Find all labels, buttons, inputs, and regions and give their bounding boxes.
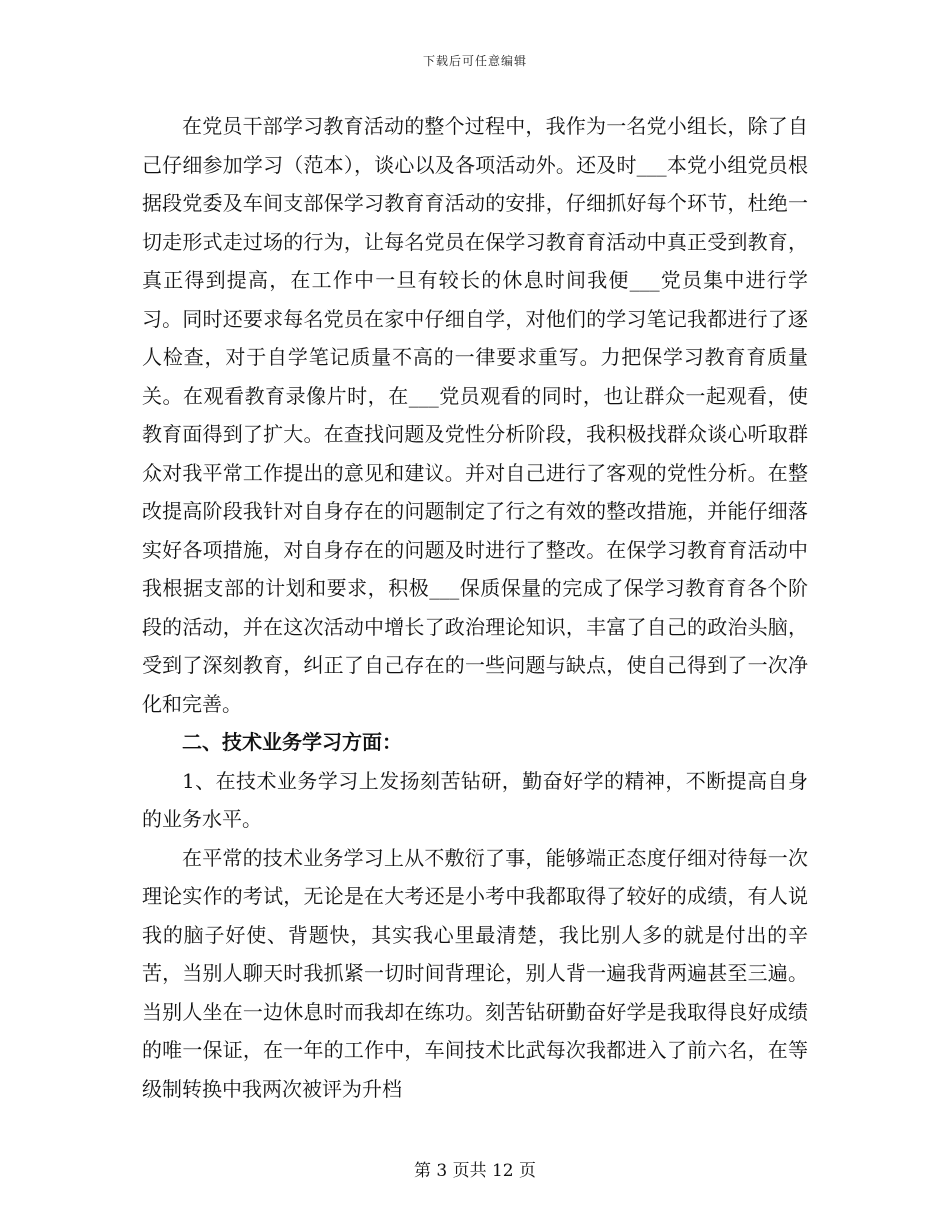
page-number: 第 3 页共 12 页 xyxy=(413,1161,537,1181)
paragraph-technical-study: 在平常的技术业务学习上从不敷衍了事，能够端正态度仔细对待每一次理论实作的考试，无论是在大考还是小考中我都取得了较好的成绩，有人说我的脑子好使、背题快，其实我心里最清楚，我比别人多的就是付出的辛苦，当别人聊天时我抓紧一切时间背理论，别人背一遍我背两遍甚至三遍。当别人坐在一边休息时而我却在练功。刻苦钻研勤奋好学是我取得良好成绩的唯一保证，在一年的工作中，车间技术比武每次我都进入了前六名，在等级制转换中我两次被评为升档 xyxy=(142,845,808,1101)
paragraph-party-study: 在党员干部学习教育活动的整个过程中，我作为一名党小组长，除了自己仔细参加学习（范本），谈心以及各项活动外。还及时___本党小组党员根据段党委及车间支部保学习教育育活动的安排，仔细抓好每个环节，杜绝一切走形式走过场的行为，让每名党员在保学习教育育活动中真正受到教育，真正得到提高，在工作中一旦有较长的休息时间我便___党员集中进行学习。同时还要求每名党员在家中仔细自学，对他们的学习笔记我都进行了逐人检查，对于自学笔记质量不高的一律要求重写。力把保学习教育育质量关。在观看教育录像片时，在___党员观看的同时，也让群众一起观看，使教育面得到了扩大。在查找问题及党性分析阶段，我积极找群众谈心听取群众对我平常工作提出的意见和建议。并对自己进行了客观的党性分析。在整改提高阶段我针对自身存在的问题制定了行之有效的整改措施，并能仔细落实好各项措施，对自身存在的问题及时进行了整改。在保学习教育育活动中我根据支部的计划和要求，积极___保质保量的完成了保学习教育育各个阶段的活动，并在这次活动中增长了政治理论知识，丰富了自己的政治头脑，受到了深刻教育，纠正了自己存在的一些问题与缺点，使自己得到了一次净化和完善。 xyxy=(142,114,808,716)
section-heading-technical-study: 二、技术业务学习方面： xyxy=(182,730,402,754)
paragraph-item-1: 1、在技术业务学习上发扬刻苦钻研，勤奋好学的精神，不断提高自身的业务水平。 xyxy=(142,768,808,831)
document-body xyxy=(142,107,808,1108)
header-note: 下载后可任意编辑 xyxy=(422,54,527,68)
